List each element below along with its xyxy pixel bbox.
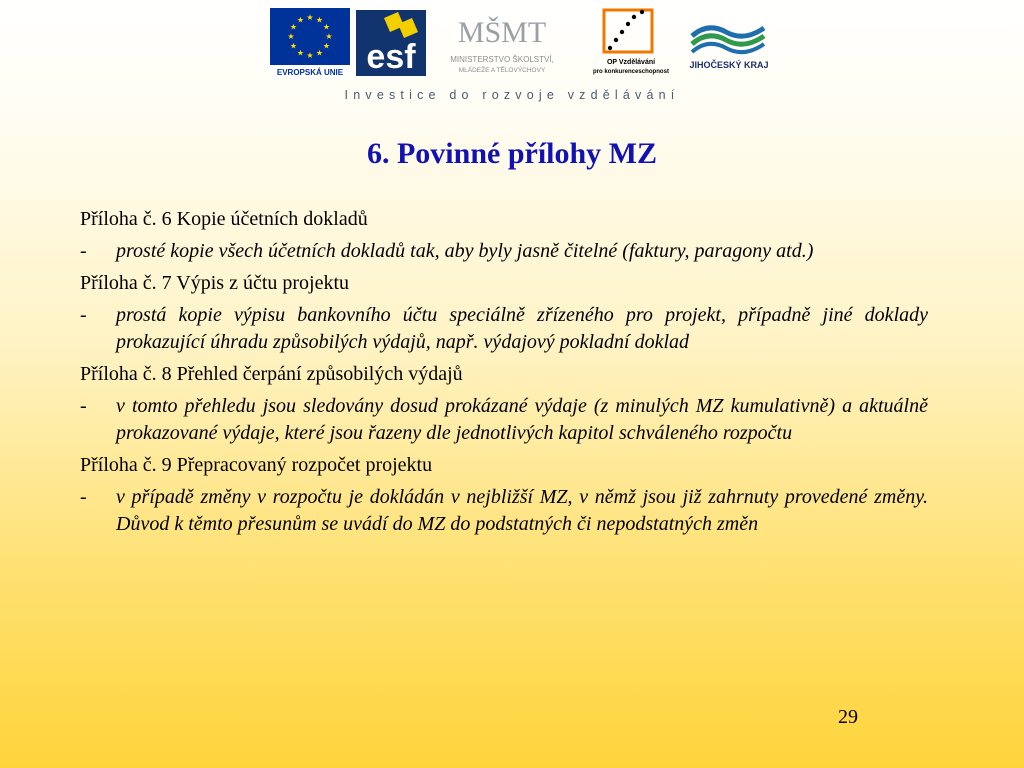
eu-star-icon: ★ (306, 51, 314, 60)
bullet-marker: - (80, 395, 87, 417)
section-heading: Příloha č. 6 Kopie účetních dokladů (80, 208, 368, 230)
op-vzdelavani-logo (592, 4, 670, 78)
eu-star-icon: ★ (287, 32, 295, 41)
op-line1: OP Vzdělávání (606, 59, 656, 66)
msmt-line2: MLÁDEŽE A TĚLOVÝCHOVY (458, 67, 546, 74)
esf-logo (354, 8, 428, 78)
eu-flag-logo (270, 8, 350, 78)
bullet-text: prostá kopie výpisu bankovního účtu speciálně zřízeného pro projekt, případně jiné doklady prokazující úhradu způsobilých výdajů, např. výdajový pokladní doklad (116, 304, 928, 353)
section-heading: Příloha č. 8 Přehled čerpání způsobilých výdajů (80, 363, 463, 385)
op-line2: pro konkurenceschopnost (593, 69, 669, 75)
eu-caption: EVROPSKÁ UNIE (276, 68, 344, 77)
section-heading: Příloha č. 7 Výpis z účtu projektu (80, 272, 350, 294)
bullet-text: v tomto přehledu jsou sledovány dosud prokázané výdaje (z minulých MZ kumulativně) a aktuálně prokazované výdaje, které jsou řazeny dle jednotlivých kapitol schváleného rozpočtu (116, 395, 928, 444)
bullet-marker: - (80, 486, 87, 508)
section-heading: Příloha č. 9 Přepracovaný rozpočet projektu (80, 454, 433, 476)
eu-star-icon: ★ (296, 48, 305, 58)
jihocesky-caption: JIHOČESKÝ KRAJ (689, 60, 769, 70)
bullet-text: prosté kopie všech účetních dokladů tak, aby byly jasně čitelné (faktury, paragony atd.) (116, 240, 814, 262)
esf-text: esf (366, 38, 416, 76)
bullet-item (80, 238, 928, 265)
bullet-marker: - (80, 304, 87, 326)
bullet-text: v případě změny v rozpočtu je dokládán v nejbližší MZ, v němž jsou již zahrnuty provedené změny. Důvod k těmto přesunům se uvádí do MZ do podstatných či nepodstatných změn (116, 486, 928, 535)
msmt-monogram-icon: MŠMT (457, 16, 547, 49)
msmt-line1: MINISTERSTVO ŠKOLSTVÍ, (450, 55, 554, 64)
eu-star-icon: ★ (289, 22, 298, 32)
jihocesky-kraj-logo (674, 14, 785, 76)
eu-star-icon: ★ (315, 15, 324, 25)
eu-star-icon: ★ (325, 32, 333, 41)
bullet-marker: - (80, 240, 87, 262)
eu-star-icon: ★ (322, 22, 331, 32)
logo-bar (270, 4, 785, 82)
eu-star-icon: ★ (289, 41, 298, 51)
bullet-item (80, 302, 928, 356)
tagline: Investice do rozvoje vzdělávání (344, 88, 680, 102)
page-number: 29 (838, 706, 858, 728)
bullet-item (80, 393, 928, 447)
slide-content (80, 206, 928, 543)
eu-star-icon: ★ (306, 13, 314, 22)
msmt-logo (432, 4, 572, 78)
eu-star-icon: ★ (322, 41, 331, 51)
bullet-item (80, 484, 928, 538)
eu-star-icon: ★ (296, 15, 305, 25)
eu-star-icon: ★ (315, 48, 324, 58)
slide-title: 6. Povinné přílohy MZ (366, 137, 658, 170)
